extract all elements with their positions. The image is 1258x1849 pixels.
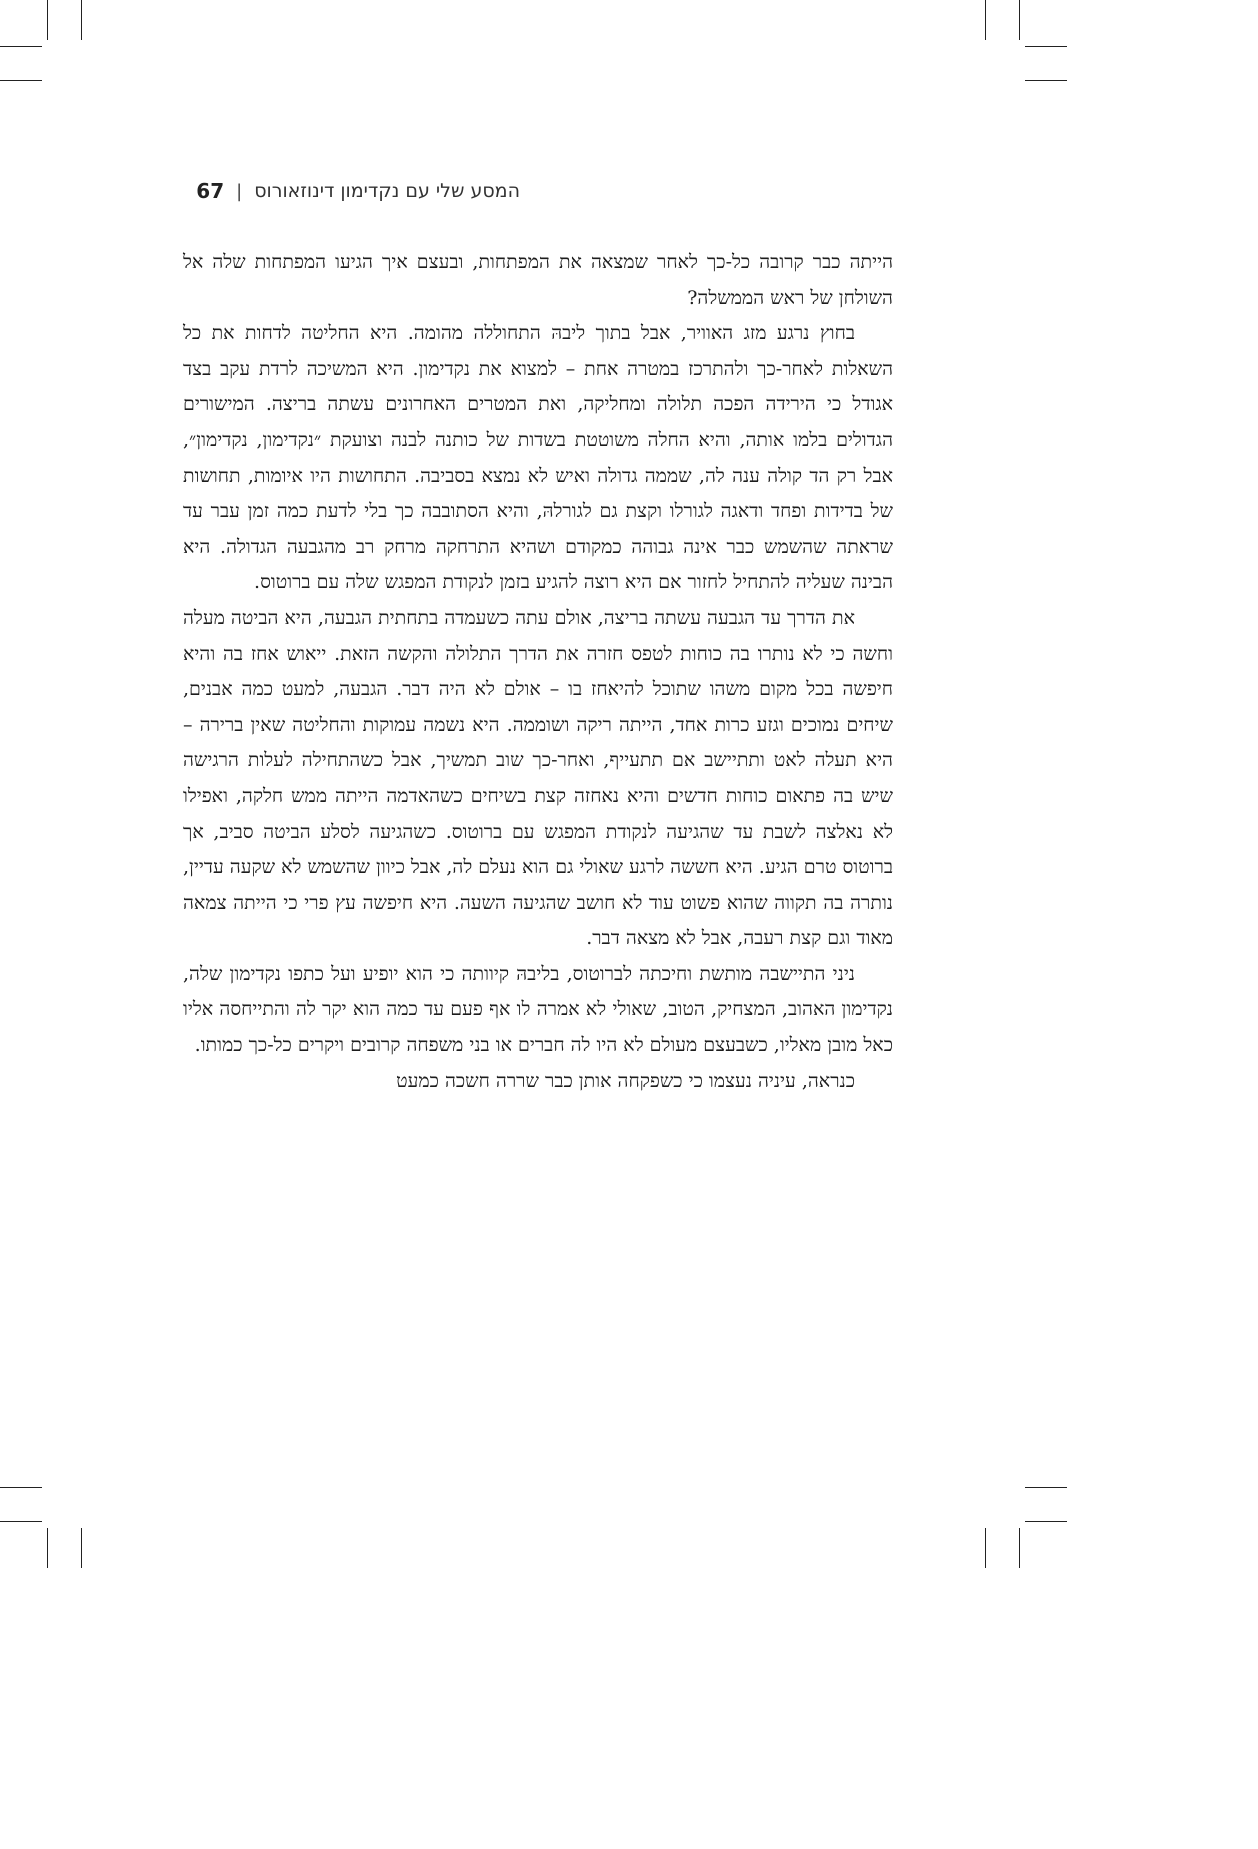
paragraph: בחוץ נרגע מזג האוויר, אבל בתוך ליבהּ התחוללה מהומה. היא החליטה לדחות את כל השאלות לאחר-כך ולהתרכז במטרה אחת – למצוא את נקדימון. היא המשיכה לרדת עקב בצד אגודל כי הירידה הפכה תלולה ומחליקה, ואת המטרים האחרונים עשתה בריצה. המישורים הגדולים בלמו אותה, והיא החלה משוטטת בשדות של כותנה לבנה וצועקת ״נקדימון, נקדימון״, אבל רק הד קולה ענה לה, שממה גדולה ואיש לא נמצא בסביבה. התחושות היו איומות, תחושות של בדידות ופחד ודאגה לגורלו וקצת גם לגורלהּ, והיא הסתובבה כך בלי לדעת כמה זמן עבר עד שראתה שהשמש כבר אינה גבוהה כמקודם ושהיא התרחקה מרחק רב מהגבעה הגדולה. היא הבינה שעליה להתחיל לחזור אם היא רוצה להגיע בזמן לנקודת המפגש שלה עם ברוטוס.: [183, 322, 893, 594]
crop-mark: [0, 80, 42, 81]
running-head: [180, 174, 520, 208]
crop-mark: [81, 1528, 82, 1568]
crop-mark: [1019, 1528, 1020, 1568]
crop-mark: [1025, 46, 1067, 47]
crop-mark: [47, 0, 48, 40]
crop-mark: [0, 1487, 42, 1488]
crop-mark: [47, 1528, 48, 1568]
crop-mark: [81, 0, 82, 40]
paragraph: הייתה כבר קרובה כל-כך לאחר שמצאה את המפתחות, ובעצם איך הגיעו המפתחות שלה אל השולחן של ראש הממשלה?: [183, 251, 893, 309]
crop-mark: [1025, 80, 1067, 81]
crop-mark: [985, 0, 986, 40]
header-separator: |: [236, 180, 243, 202]
page-number: 67: [196, 179, 225, 203]
running-title: המסע שלי עם נקדימון דינוזאורוס: [254, 180, 520, 202]
crop-mark: [0, 1521, 42, 1522]
paragraph: את הדרך עד הגבעה עשתה בריצה, אולם עתה כשעמדה בתחתית הגבעה, היא הביטה מעלה וחשה כי לא נותרו בה כוחות לטפס חזרה את הדרך התלולה והקשה הזאת. ייאוש אחז בה והיא חיפשה בכל מקום משהו שתוכל להיאחז בו – אולם לא היה דבר. הגבעה, למעט כמה אבנים, שיחים נמוכים וגזע כרות אחד, הייתה ריקה ושוממה. היא נשמה עמוקות והחליטה שאין ברירה – היא תעלה לאט ותתיישב אם תתעייף, ואחר-כך שוב תמשיך, אבל כשהתחילה לעלות הרגישה שיש בה פתאום כוחות חדשים והיא נאחזה קצת בשיחים כשהאדמה הייתה ממש חלקה, ואפילו לא נאלצה לשבת עד שהגיעה לנקודת המפגש עם ברוטוס. כשהגיעה לסלע הביטה סביב, אך ברוטוס טרם הגיע. היא חששה לרגע שאולי גם הוא נעלם לה, אבל כיוון שהשמש לא שקעה עדיין, נותרה בה תקווה שהוא פשוט עוד לא חושב שהגיעה השעה. היא חיפשה עץ פרי כי הייתה צמאה מאוד וגם קצת רעבה, אבל לא מצאה דבר.: [183, 606, 893, 950]
crop-mark: [1025, 1521, 1067, 1522]
paragraph: ניני התיישבה מותשת וחיכתה לברוטוס, בליבהּ קיוותה כי הוא יופיע ועל כתפו נקדימון שלה, נקדימון האהוב, המצחיק, הטוב, שאולי לא אמרה לו אף פעם עד כמה הוא יקר לה והתייחסה אליו כאל מובן מאליו, כשבעצם מעולם לא היו לה חברים או בני משפחה קרובים ויקרים כל-כך כמותו.: [183, 962, 893, 1057]
crop-mark: [0, 46, 42, 47]
crop-mark: [1025, 1487, 1067, 1488]
crop-mark: [1019, 0, 1020, 40]
paragraph: כנראה, עיניה נעצמו כי כשפקחה אותן כבר שררה חשכה כמעט: [396, 1069, 855, 1092]
body-text: [183, 245, 893, 1099]
crop-mark: [985, 1528, 986, 1568]
